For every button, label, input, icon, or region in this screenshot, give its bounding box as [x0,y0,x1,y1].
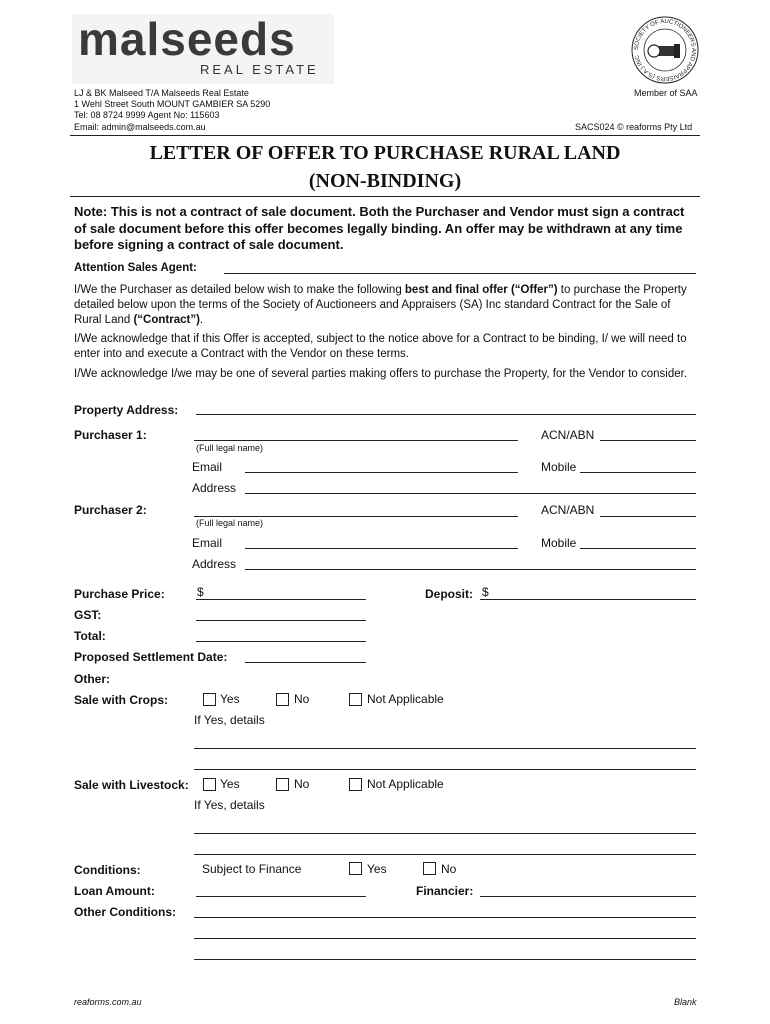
purchaser-1-acn-label: ACN/ABN [541,428,595,442]
non-binding-note: Note: This is not a contract of sale document. Both the Purchaser and Vendor must sign a contract of sale document before this offer becomes legally binding. An offer may be withdrawn at any time before signing a contract of sale document. [74,204,685,252]
crops-yes-label: Yes [220,692,240,706]
document-title: LETTER OF OFFER TO PURCHASE RURAL LAND [149,142,621,164]
other-conditions-line-1[interactable] [194,917,696,918]
attention-field[interactable] [224,273,696,274]
loan-amount-label: Loan Amount: [74,884,155,898]
conditions-label: Conditions: [74,863,141,877]
deposit-field[interactable] [480,599,696,600]
settlement-date-field[interactable] [245,662,366,663]
purchaser-2-mobile-field[interactable] [580,548,696,549]
title-rule [70,196,700,197]
settlement-date-label: Proposed Settlement Date: [74,650,228,664]
purchaser-1-name-field[interactable] [194,440,518,441]
attention-label: Attention Sales Agent: [74,262,197,274]
crops-details-line-2[interactable] [194,769,696,770]
footer-page-label: Blank [674,997,697,1007]
purchaser-2-email-label: Email [192,536,223,550]
crops-label: Sale with Crops: [74,693,169,707]
other-conditions-line-3[interactable] [194,959,696,960]
purchaser-2-legal-hint: (Full legal name) [196,518,264,528]
livestock-details-label: If Yes, details [194,798,265,812]
purchaser-1-legal-hint: (Full legal name) [196,443,264,453]
purchase-price-label: Purchase Price: [74,587,165,601]
subject-to-finance-label: Subject to Finance [202,862,302,876]
document-subtitle: (NON-BINDING) [308,170,462,192]
purchaser-1-address-field[interactable] [245,493,696,494]
gst-field[interactable] [196,620,366,621]
purchaser-2-mobile-label: Mobile [541,536,577,550]
total-label: Total: [74,629,106,643]
finance-yes-label: Yes [367,862,387,876]
purchaser-1-label: Purchaser 1: [74,428,147,442]
other-label: Other: [74,672,110,686]
loan-amount-field[interactable] [196,896,366,897]
crops-no-checkbox[interactable] [276,693,289,706]
footer-website: reaforms.com.au [74,997,142,1007]
purchaser-1-address-label: Address [192,481,237,495]
livestock-details-line-1[interactable] [194,833,696,834]
property-address-label: Property Address: [74,403,179,417]
crops-na-label: Not Applicable [367,692,444,706]
purchaser-2-name-field[interactable] [194,516,518,517]
purchaser-1-email-label: Email [192,460,223,474]
member-of-saa: Member of SAA [634,88,698,98]
other-conditions-line-2[interactable] [194,938,696,939]
purchaser-1-email-field[interactable] [245,472,518,473]
agency-phone: Tel: 08 8724 9999 Agent No: 115603 [74,110,220,120]
total-field[interactable] [196,641,366,642]
purchaser-2-label: Purchaser 2: [74,503,147,517]
livestock-no-checkbox[interactable] [276,778,289,791]
finance-no-label: No [441,862,457,876]
purchaser-1-acn-field[interactable] [600,440,696,441]
purchaser-2-address-label: Address [192,557,237,571]
crops-details-line-1[interactable] [194,748,696,749]
livestock-label: Sale with Livestock: [74,778,189,792]
crops-details-label: If Yes, details [194,713,265,727]
crops-na-checkbox[interactable] [349,693,362,706]
agency-address: 1 Wehl Street South MOUNT GAMBIER SA 5290 [74,99,271,109]
agency-name: LJ & BK Malseed T/A Malseeds Real Estate [74,88,249,98]
deposit-currency: $ [482,585,489,599]
financier-label: Financier: [416,884,474,898]
other-conditions-label: Other Conditions: [74,905,176,919]
deposit-label: Deposit: [425,587,473,601]
livestock-na-label: Not Applicable [367,777,444,791]
svg-text:SOCIETY OF AUCTIONEERS AND APP: SOCIETY OF AUCTIONEERS AND APPRAISERS (S.A.) INC [633,18,697,82]
offer-paragraph: I/We the Purchaser as detailed below wish to make the following best and final offer (“Offer”) to purchase the Property detailed below upon the terms of the Society of Auctioneers and Appraisers (SA) Inc standard Contract for the Sale of Rural Land (“Contract”). [74,284,687,326]
finance-no-checkbox[interactable] [423,862,436,875]
purchaser-2-address-field[interactable] [245,569,696,570]
purchaser-1-mobile-field[interactable] [580,472,696,473]
agency-email: Email: admin@malseeds.com.au [74,122,206,132]
multiple-offers-acknowledgement: I/We acknowledge I/we may be one of several parties making offers to purchase the Property, for the Vendor to consider. [74,368,688,380]
saa-seal-logo [630,16,700,84]
logo-subtitle: REAL ESTATE [200,62,319,77]
contract-acknowledgement: I/We acknowledge that if this Offer is accepted, subject to the notice above for a Contract to be binding, I/ we will need to enter into and execute a Contract with the Vendor on these terms. [74,333,687,360]
crops-yes-checkbox[interactable] [203,693,216,706]
logo-wordmark: malseeds [78,13,296,65]
livestock-yes-label: Yes [220,777,240,791]
purchaser-2-email-field[interactable] [245,548,518,549]
livestock-no-label: No [294,777,310,791]
livestock-na-checkbox[interactable] [349,778,362,791]
finance-yes-checkbox[interactable] [349,862,362,875]
purchase-price-currency: $ [197,585,204,599]
financier-field[interactable] [480,896,696,897]
crops-no-label: No [294,692,310,706]
form-code: SACS024 © reaforms Pty Ltd [575,122,693,132]
purchase-price-field[interactable] [196,599,366,600]
property-address-field[interactable] [196,414,696,415]
purchaser-2-acn-field[interactable] [600,516,696,517]
purchaser-2-acn-label: ACN/ABN [541,503,595,517]
livestock-details-line-2[interactable] [194,854,696,855]
livestock-yes-checkbox[interactable] [203,778,216,791]
purchaser-1-mobile-label: Mobile [541,460,577,474]
gst-label: GST: [74,608,102,622]
header-rule [70,135,700,136]
